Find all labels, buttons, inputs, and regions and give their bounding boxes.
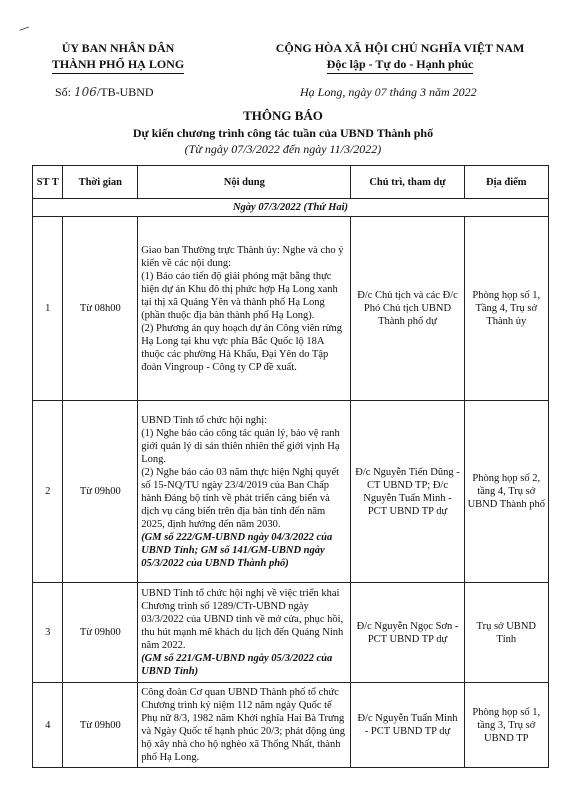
row-place: Phòng họp số 2, tầng 4, Trụ sở UBND Thành phố (464, 401, 548, 583)
doc-suffix: /TB-UBND (96, 85, 154, 99)
header-stt: ST T (33, 166, 63, 199)
row-content-text: UBND Tỉnh tổ chức hội nghị về việc triển khai Chương trình số 1289/CTr-UBND ngày 03/3/2022 của UBND tỉnh về mở cửa, phục hồi, thu hút mạnh mẽ khách du lịch đến Quảng Ninh năm 2022. (141, 588, 344, 651)
doc-number-handwritten: 106 (74, 85, 97, 99)
date-rest: tháng 3 năm 2022 (389, 85, 477, 99)
row-content-text: Giao ban Thường trực Thành ủy: Nghe và cho ý kiến về các nội dung: (1) Báo cáo tiến độ giải phóng mặt bằng thực hiện dự án Khu đô thị phức hợp Hạ Long xanh tại thị xã Quảng Yên và thành phố Hạ Long (phần thuộc địa bàn thành phố Hạ Long). (2) Phương án quy hoạch dự án Công viên rừng Hạ Long tại khu vực phía Bắc Quốc lộ 18A thuộc các phường Hà Khẩu, Đại Yên do Tập đoàn Vingroup - Công ty CP đề xuất. (141, 244, 344, 373)
row-stt: 3 (33, 583, 63, 683)
day-row (33, 199, 549, 217)
table-row (33, 683, 549, 768)
row-content-reference: (GM số 222/GM-UBND ngày 04/3/2022 của UBND Tỉnh; GM số 141/GM-UBND ngày 05/3/2022 của UBND Thành phố) (141, 531, 333, 569)
row-place: Phòng họp số 1, Tầng 4, Trụ sở Thành ủy (464, 217, 548, 401)
document-number (55, 85, 154, 100)
row-stt: 1 (33, 217, 63, 401)
header-place: Địa điểm (464, 166, 548, 199)
issuing-authority (28, 40, 208, 74)
row-lead: Đ/c Nguyễn Tuấn Minh - PCT UBND TP dự (351, 683, 464, 768)
day-label: Ngày 07/3/2022 (Thứ Hai) (33, 199, 549, 217)
date-day-handwritten: 07 (374, 85, 387, 99)
schedule-table (32, 165, 549, 768)
row-content (138, 683, 351, 768)
row-place: Phòng họp số 1, tầng 3, Trụ sở UBND TP (464, 683, 548, 768)
row-time: Từ 09h00 (63, 583, 138, 683)
row-time: Từ 08h00 (63, 217, 138, 401)
nation-line-2: Độc lập - Tự do - Hạnh phúc (327, 56, 474, 74)
row-content-reference: (GM số 221/GM-UBND ngày 05/3/2022 của UBND Tỉnh) (141, 653, 333, 677)
row-content (138, 401, 351, 583)
table-row (33, 583, 549, 683)
row-stt: 2 (33, 401, 63, 583)
row-content-text: UBND Tỉnh tổ chức hội nghị: (1) Nghe báo cáo công tác quản lý, bảo vệ ranh giới quản lý di sản thiên nhiên thế giới vịnh Hạ Long. (2) Nghe báo cáo 03 năm thực hiện Nghị quyết số 15-NQ/TU ngày 23/4/2019 của Ban Chấp hành Đảng bộ tỉnh về phát triển cảng biển và dịch vụ cảng biển trên địa bàn tỉnh đến năm 2025, định hướng đến năm 2030. (141, 414, 340, 530)
doc-prefix: Số: (55, 85, 72, 99)
table-row (33, 217, 549, 401)
table-row (33, 401, 549, 583)
national-motto (250, 40, 550, 74)
row-lead: Đ/c Nguyễn Tiến Dũng - CT UBND TP; Đ/c Nguyễn Tuấn Minh - PCT UBND TP dự (351, 401, 464, 583)
date-line (300, 85, 550, 100)
row-content (138, 583, 351, 683)
row-content-text: Công đoàn Cơ quan UBND Thành phố tổ chức Chương trình kỷ niệm 112 năm ngày Quốc tế Phụ nữ 8/3, 1982 năm Khởi nghĩa Hai Bà Trưng và Ngày Quốc tế hạnh phúc 20/3; phát động ủng hộ xây nhà cho hộ nghèo xã Thống Nhất, thành phố Hạ Long. (141, 687, 346, 763)
corner-mark (19, 26, 30, 34)
row-place: Trụ sở UBND Tỉnh (464, 583, 548, 683)
row-stt: 4 (33, 683, 63, 768)
header-lead: Chủ trì, tham dự (351, 166, 464, 199)
row-content (138, 217, 351, 401)
nation-line-1: CỘNG HÒA XÃ HỘI CHỦ NGHĨA VIỆT NAM (275, 41, 525, 55)
date-prefix: Hạ Long, ngày (300, 85, 372, 99)
org-line-2: THÀNH PHỐ HẠ LONG (52, 56, 184, 74)
row-time: Từ 09h00 (63, 683, 138, 768)
header-content: Nội dung (138, 166, 351, 199)
row-time: Từ 09h00 (63, 401, 138, 583)
document-subtitle: Dự kiến chương trình công tác tuần của UBND Thành phố (132, 126, 434, 140)
document-title: THÔNG BÁO (243, 108, 323, 123)
org-line-1: ỦY BAN NHÂN DÂN (61, 41, 175, 55)
table-header-row (33, 166, 549, 199)
row-lead: Đ/c Chủ tịch và các Đ/c Phó Chủ tịch UBND Thành phố dự (351, 217, 464, 401)
row-lead: Đ/c Nguyễn Ngọc Sơn - PCT UBND TP dự (351, 583, 464, 683)
date-range: (Từ ngày 07/3/2022 đến ngày 11/3/2022) (184, 142, 382, 156)
header-time: Thời gian (63, 166, 138, 199)
